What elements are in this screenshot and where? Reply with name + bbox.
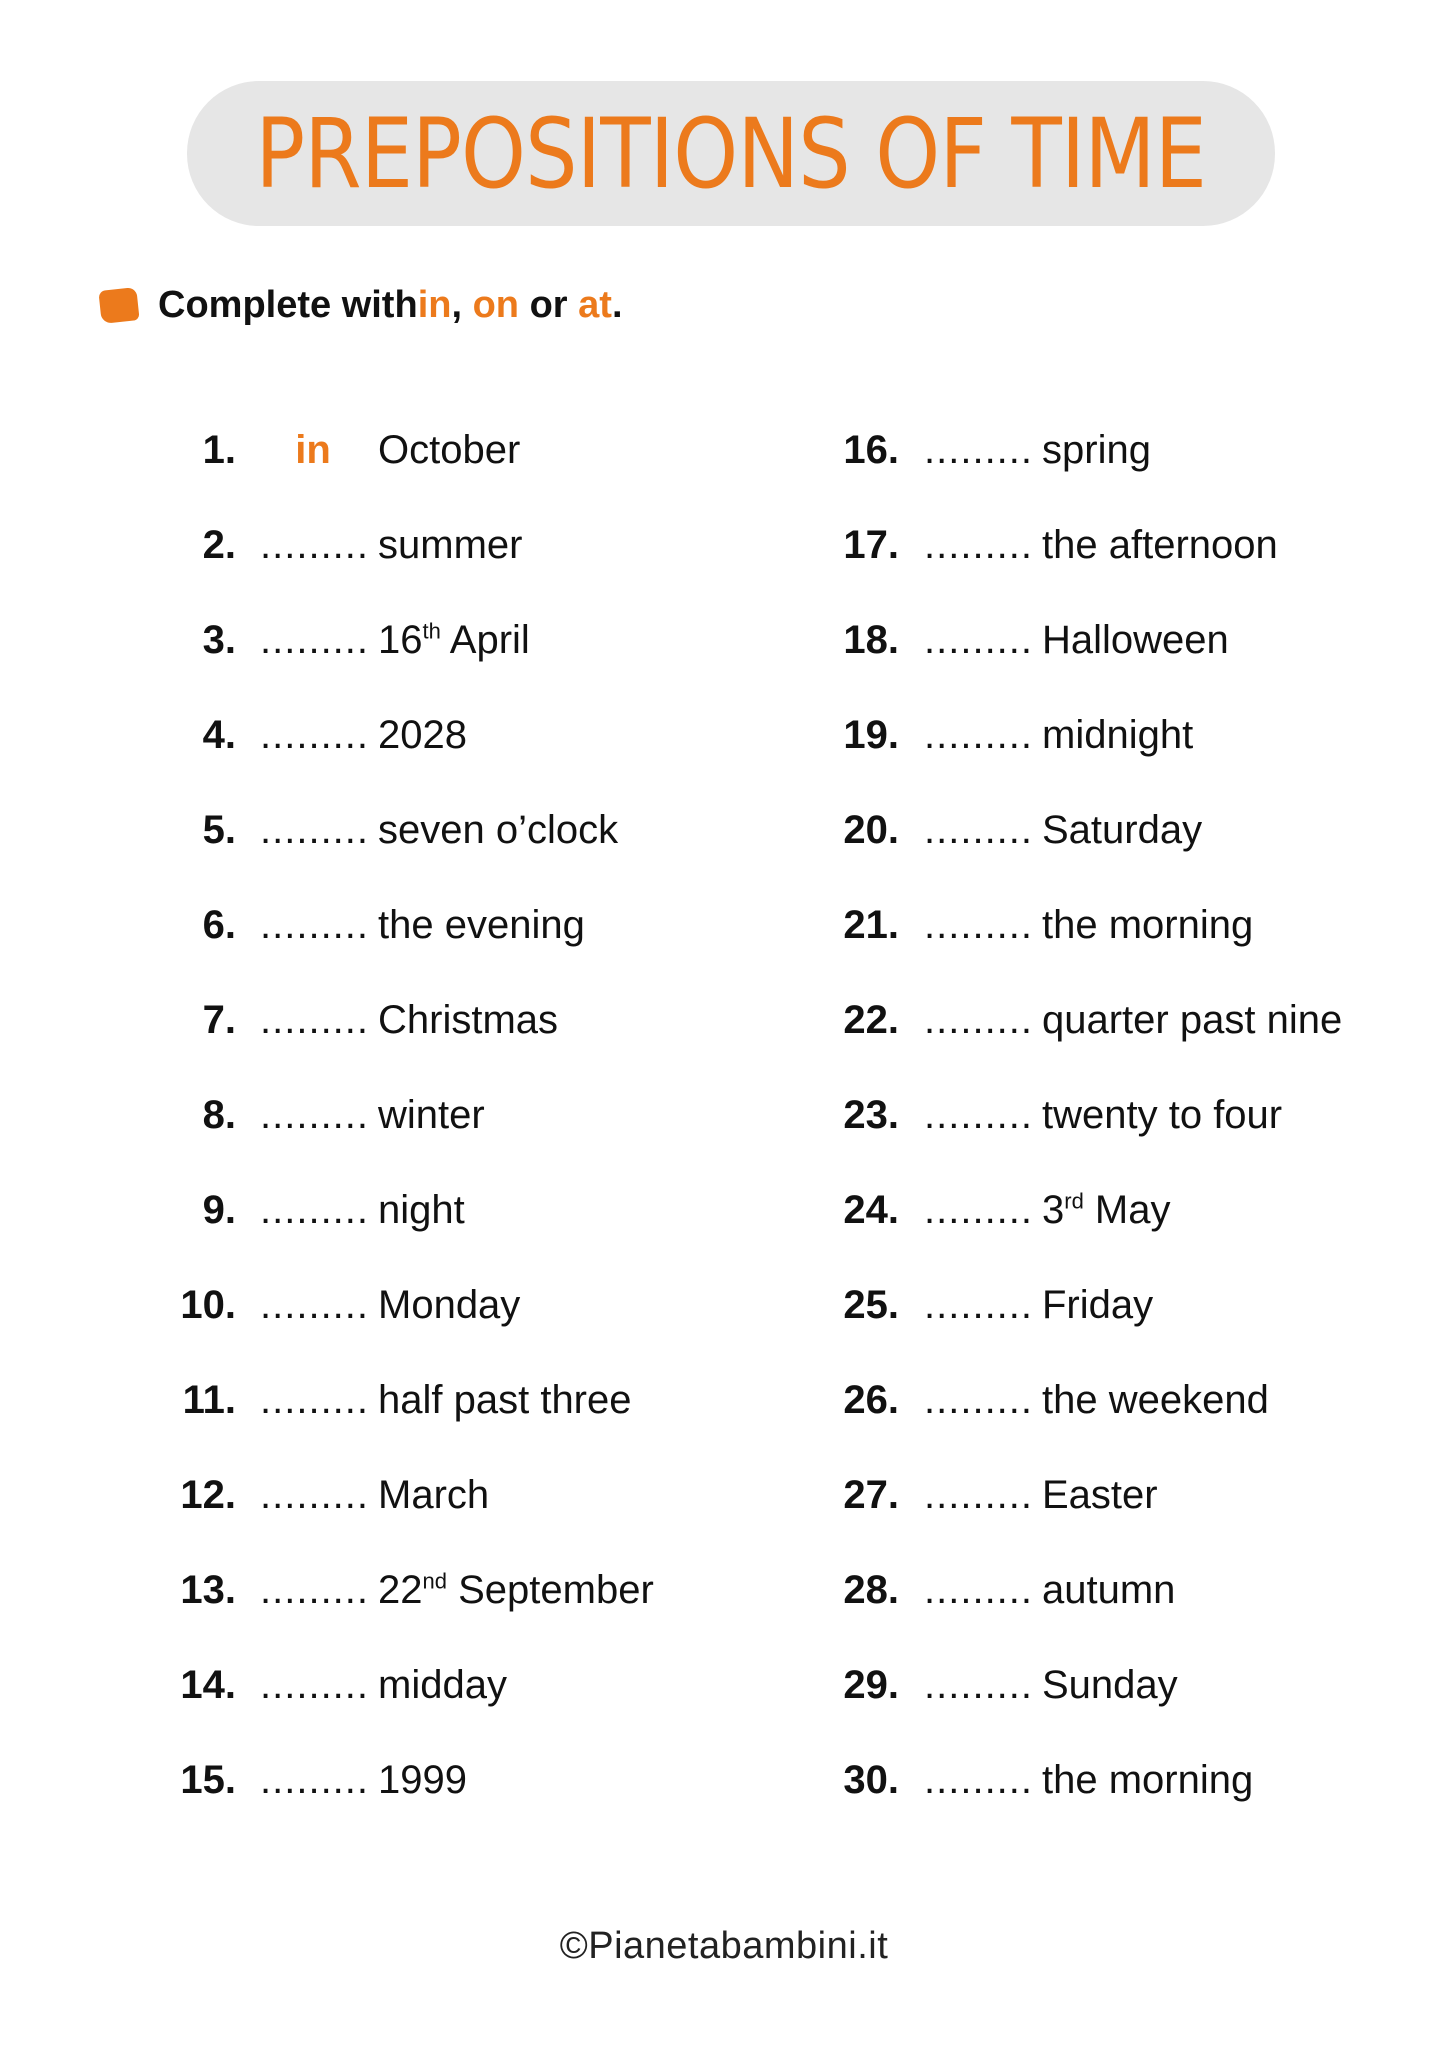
item-number: 28. (843, 1567, 899, 1612)
exercise-item (838, 1370, 1269, 1430)
item-number: 23. (843, 1092, 899, 1137)
instruction-seg-0: Complete with (158, 283, 418, 326)
answer-blank[interactable]: ......... (924, 1282, 1034, 1327)
item-number: 30. (843, 1757, 899, 1802)
item-text (1042, 1758, 1253, 1803)
item-text-main: midday (378, 1662, 507, 1707)
instruction (100, 280, 623, 330)
answer-blank[interactable]: ......... (924, 997, 1034, 1042)
answer-blank[interactable]: ......... (924, 807, 1034, 852)
answer-blank[interactable]: ......... (260, 997, 370, 1042)
ordinal-suffix: th (422, 618, 441, 644)
item-text-main: half past three (378, 1377, 632, 1422)
title-banner (187, 81, 1275, 226)
item-number: 2. (202, 522, 236, 567)
item-text (378, 808, 618, 853)
answer-blank[interactable]: ......... (924, 1377, 1034, 1422)
answer-blank[interactable]: ......... (924, 1567, 1034, 1612)
exercise-item (150, 895, 585, 955)
answer-blank[interactable]: ......... (260, 807, 370, 852)
item-text-main: the morning (1042, 1757, 1254, 1802)
exercise-item (838, 610, 1229, 670)
exercise-item (838, 800, 1202, 860)
item-text-main: the evening (378, 902, 585, 947)
item-number: 14. (180, 1662, 236, 1707)
answer-blank[interactable]: ......... (260, 1377, 370, 1422)
exercise-item (150, 990, 558, 1050)
instruction-seg-in: in (417, 283, 452, 326)
exercise-item (838, 1750, 1253, 1810)
item-text-main: the morning (1042, 902, 1254, 947)
item-text-main: spring (1042, 427, 1151, 472)
exercise-item (150, 1750, 467, 1810)
exercise-item (838, 895, 1253, 955)
exercise-item (838, 1655, 1178, 1715)
item-number: 10. (180, 1282, 236, 1327)
exercise-item (838, 990, 1342, 1050)
exercise-item (838, 515, 1278, 575)
item-text-main: midnight (1042, 712, 1194, 757)
item-text (1042, 1188, 1171, 1233)
item-text (1042, 618, 1229, 663)
exercise-item (150, 610, 530, 670)
item-text-main: Halloween (1042, 617, 1229, 662)
item-number: 27. (843, 1472, 899, 1517)
item-number: 21. (843, 902, 899, 947)
item-text-main: the weekend (1042, 1377, 1269, 1422)
item-text-main: Friday (1042, 1282, 1154, 1327)
item-number: 15. (180, 1757, 236, 1802)
page-title: PREPOSITIONS OF TIME (255, 97, 1207, 210)
item-text (1042, 523, 1278, 568)
answer-blank[interactable]: ......... (260, 1662, 370, 1707)
item-text-main: twenty to four (1042, 1092, 1283, 1137)
item-text-main: October (378, 427, 521, 472)
answer-example: in (295, 427, 331, 472)
instruction-seg-6: . (611, 283, 623, 326)
exercise-item (150, 515, 522, 575)
exercise-item (838, 1180, 1171, 1240)
answer-blank[interactable]: ......... (260, 617, 370, 662)
exercise-item (150, 800, 618, 860)
item-text (1042, 1473, 1158, 1518)
item-text (378, 713, 467, 758)
item-text (378, 903, 585, 948)
item-text (1042, 1378, 1269, 1423)
item-number: 1. (202, 427, 236, 472)
answer-blank[interactable]: ......... (924, 1757, 1034, 1802)
answer-blank[interactable]: ......... (924, 1187, 1034, 1232)
item-text (378, 1283, 520, 1328)
item-text (378, 428, 520, 473)
item-text (1042, 1093, 1282, 1138)
exercise-item (150, 705, 467, 765)
item-number: 29. (843, 1662, 899, 1707)
item-text-main: seven o’clock (378, 807, 619, 852)
instruction-seg-on: on (472, 283, 520, 326)
item-number: 25. (843, 1282, 899, 1327)
item-text (1042, 1663, 1178, 1708)
item-number: 17. (843, 522, 899, 567)
ordinal-suffix: nd (422, 1568, 447, 1594)
exercise-item (838, 1275, 1153, 1335)
item-number: 8. (202, 1092, 236, 1137)
answer-blank[interactable]: ......... (260, 1187, 370, 1232)
exercise-item (838, 420, 1151, 480)
item-text-main: night (378, 1187, 465, 1232)
item-text (378, 1758, 467, 1803)
item-text (378, 1188, 465, 1233)
instruction-seg-4: or (519, 283, 579, 326)
exercise-item (150, 1085, 485, 1145)
answer-blank[interactable]: ......... (924, 1472, 1034, 1517)
item-text-main: the afternoon (1042, 522, 1278, 567)
answer-blank[interactable]: ......... (924, 427, 1034, 472)
item-text (1042, 903, 1253, 948)
item-number: 13. (180, 1567, 236, 1612)
item-text-main: 3 (1042, 1187, 1065, 1232)
item-text (378, 1378, 632, 1423)
answer-blank[interactable]: ......... (260, 1567, 370, 1612)
exercise-item (150, 1655, 507, 1715)
item-text-after: September (446, 1567, 654, 1612)
answer-blank[interactable]: ......... (260, 902, 370, 947)
item-number: 24. (843, 1187, 899, 1232)
item-number: 22. (843, 997, 899, 1042)
exercise-item (150, 1275, 520, 1335)
item-text (1042, 428, 1151, 473)
item-number: 20. (843, 807, 899, 852)
answer-blank[interactable]: ......... (924, 522, 1034, 567)
answer-blank[interactable]: ......... (924, 1092, 1034, 1137)
item-text-main: Christmas (378, 997, 559, 1042)
answer-blank[interactable]: ......... (924, 1662, 1034, 1707)
item-text (378, 1663, 507, 1708)
item-text-main: winter (378, 1092, 485, 1137)
answer-blank[interactable]: ......... (260, 712, 370, 757)
item-number: 19. (843, 712, 899, 757)
item-text (1042, 1568, 1175, 1613)
item-number: 5. (202, 807, 236, 852)
item-text (378, 1093, 485, 1138)
bullet-icon (98, 287, 139, 324)
item-text-main: 2028 (378, 712, 467, 757)
item-text (1042, 808, 1202, 853)
item-number: 7. (202, 997, 236, 1042)
answer-blank[interactable]: ......... (260, 522, 370, 567)
item-number: 26. (843, 1377, 899, 1422)
item-number: 11. (182, 1377, 236, 1422)
item-text-after: April (440, 617, 530, 662)
item-number: 6. (202, 902, 236, 947)
item-text (378, 1568, 654, 1613)
exercise-item (838, 705, 1193, 765)
answer-blank[interactable]: ......... (924, 617, 1034, 662)
item-text (378, 523, 522, 568)
item-text-after: May (1083, 1187, 1171, 1232)
answer-blank[interactable]: ......... (924, 712, 1034, 757)
ordinal-suffix: rd (1064, 1188, 1084, 1214)
exercise-item (838, 1560, 1175, 1620)
footer-credit: ©Pianetabambini.it (559, 1925, 889, 1967)
item-text-main: March (378, 1472, 490, 1517)
item-text-main: quarter past nine (1042, 997, 1343, 1042)
item-number: 18. (843, 617, 899, 662)
answer-blank[interactable]: ......... (924, 902, 1034, 947)
item-text-main: Saturday (1042, 807, 1203, 852)
instruction-seg-2: , (451, 283, 473, 326)
item-number: 3. (202, 617, 236, 662)
exercise-item (838, 1465, 1158, 1525)
exercise-item (150, 1180, 465, 1240)
item-text-main: Sunday (1042, 1662, 1178, 1707)
item-text (1042, 998, 1342, 1043)
answer-blank[interactable]: ......... (260, 1092, 370, 1137)
item-text (378, 618, 530, 663)
item-text-main: Monday (378, 1282, 521, 1327)
item-text-main: summer (378, 522, 523, 567)
answer-blank[interactable]: ......... (260, 1472, 370, 1517)
item-number: 16. (843, 427, 899, 472)
item-text-main: Easter (1042, 1472, 1158, 1517)
item-text-main: 22 (378, 1567, 423, 1612)
item-number: 4. (202, 712, 236, 757)
item-text (1042, 1283, 1153, 1328)
exercise-item (150, 1465, 489, 1525)
exercise-item (838, 1085, 1282, 1145)
item-text (378, 998, 558, 1043)
exercise-item (150, 1370, 632, 1430)
item-text (378, 1473, 489, 1518)
exercise-item (150, 420, 520, 480)
item-text-main: 1999 (378, 1757, 467, 1802)
item-number: 9. (202, 1187, 236, 1232)
answer-blank[interactable]: ......... (260, 1282, 370, 1327)
item-text (1042, 713, 1193, 758)
instruction-seg-at: at (578, 283, 612, 326)
exercise-item (150, 1560, 654, 1620)
item-text-main: 16 (378, 617, 423, 662)
item-text-main: autumn (1042, 1567, 1176, 1612)
item-number: 12. (180, 1472, 236, 1517)
answer-blank[interactable]: ......... (260, 1757, 370, 1802)
